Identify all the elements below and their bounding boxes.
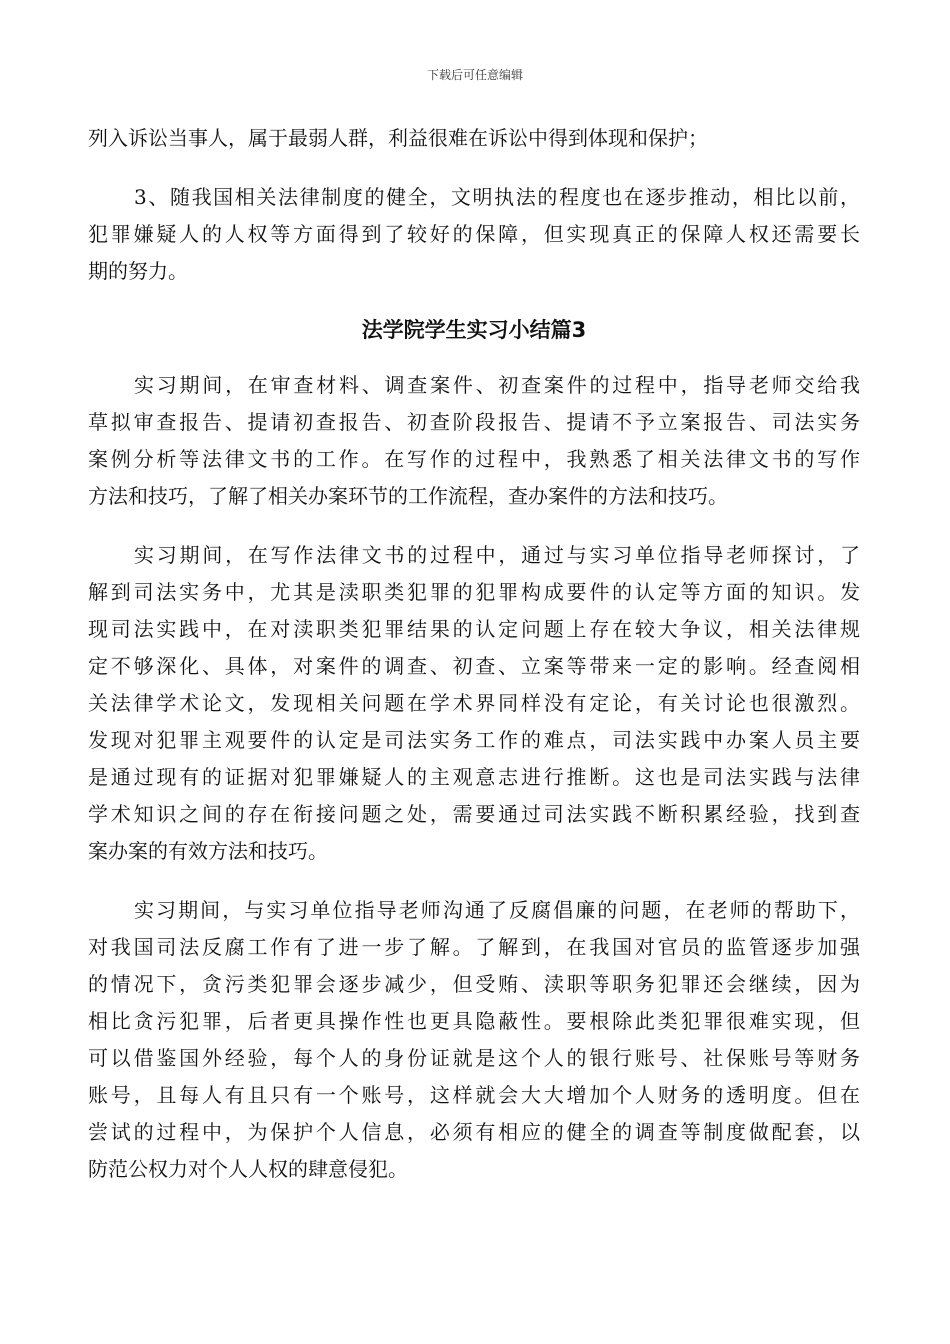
text-line: 草拟审查报告、提请初查报告、初查阶段报告、提请不予立案报告、司法实务 bbox=[88, 410, 860, 434]
document-body bbox=[88, 120, 860, 1188]
text-line: 犯罪嫌疑人的人权等方面得到了较好的保障，但实现真正的保障人权还需要长 bbox=[88, 222, 860, 246]
text-line: 列入诉讼当事人，属于最弱人群，利益很难在诉讼中得到体现和保护； bbox=[88, 126, 708, 150]
text-line: 尝试的过程中，为保护个人信息，必须有相应的健全的调查等制度做配套，以 bbox=[88, 1120, 860, 1144]
text-line: 关法律学术论文，发现相关问题在学术界同样没有定论，有关讨论也很激烈。 bbox=[88, 691, 860, 715]
section-title: 法学院学生实习小结篇3 bbox=[361, 318, 587, 342]
text-line: 实习期间，与实习单位指导老师沟通了反腐倡廉的问题，在老师的帮助下， bbox=[134, 898, 860, 922]
paragraph bbox=[88, 537, 860, 870]
text-line: 的情况下，贪污类犯罪会逐步减少，但受贿、渎职等职务犯罪还会继续，因为 bbox=[88, 972, 860, 996]
text-line: 方法和技巧，了解了相关办案环节的工作流程，查办案件的方法和技巧。 bbox=[88, 484, 728, 508]
text-line: 案例分析等法律文书的工作。在写作的过程中，我熟悉了相关法律文书的写作 bbox=[88, 447, 860, 471]
text-line: 相比贪污犯罪，后者更具操作性也更具隐蔽性。要根除此类犯罪很难实现，但 bbox=[88, 1009, 860, 1033]
paragraph bbox=[88, 179, 860, 290]
text-line: 学术知识之间的存在衔接问题之处，需要通过司法实践不断积累经验，找到查 bbox=[88, 802, 860, 826]
text-line: 案办案的有效方法和技巧。 bbox=[88, 839, 328, 863]
paragraph bbox=[88, 892, 860, 1188]
text-line: 对我国司法反腐工作有了进一步了解。了解到，在我国对官员的监管逐步加强 bbox=[88, 935, 860, 959]
text-line: 现司法实践中，在对渎职类犯罪结果的认定问题上存在较大争议，相关法律规 bbox=[88, 617, 860, 641]
paragraph bbox=[88, 120, 860, 157]
text-line: 防范公权力对个人人权的肆意侵犯。 bbox=[88, 1157, 408, 1181]
text-line: 期的努力。 bbox=[88, 259, 188, 283]
text-line: 账号，且每人有且只有一个账号，这样就会大大增加个人财务的透明度。但在 bbox=[88, 1083, 860, 1107]
text-line: 3、随我国相关法律制度的健全，文明执法的程度也在逐步推动，相比以前， bbox=[134, 185, 860, 209]
paragraph bbox=[88, 367, 860, 515]
text-line: 解到司法实务中，尤其是渎职类犯罪的犯罪构成要件的认定等方面的知识。发 bbox=[88, 580, 860, 604]
text-line: 可以借鉴国外经验，每个人的身份证就是这个人的银行账号、社保账号等财务 bbox=[88, 1046, 860, 1070]
text-line: 定不够深化、具体，对案件的调查、初查、立案等带来一定的影响。经查阅相 bbox=[88, 654, 860, 678]
text-line: 实习期间，在审查材料、调查案件、初查案件的过程中，指导老师交给我 bbox=[134, 373, 860, 397]
page-header-note: 下载后可任意编辑 bbox=[426, 68, 523, 82]
text-line: 是通过现有的证据对犯罪嫌疑人的主观意志进行推断。这也是司法实践与法律 bbox=[88, 765, 860, 789]
text-line: 发现对犯罪主观要件的认定是司法实务工作的难点，司法实践中办案人员主要 bbox=[88, 728, 860, 752]
text-line: 实习期间，在写作法律文书的过程中，通过与实习单位指导老师探讨，了 bbox=[134, 543, 860, 567]
